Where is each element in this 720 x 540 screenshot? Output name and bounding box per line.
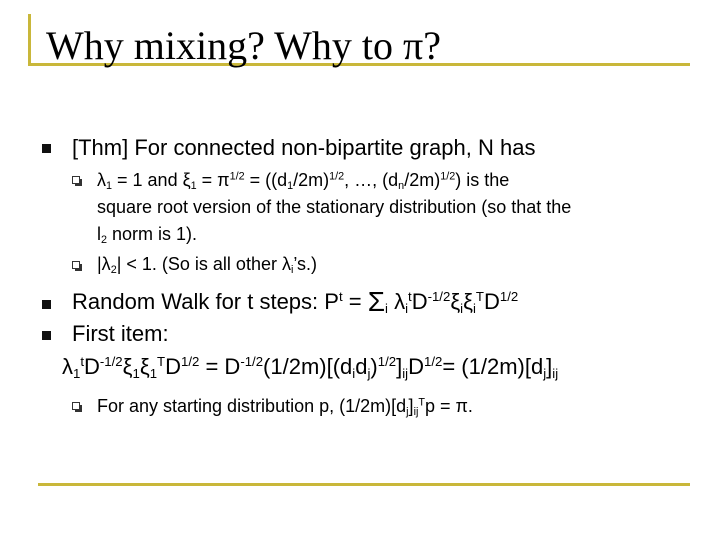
accent-bottom-line xyxy=(38,483,690,486)
first-item-label: First item: xyxy=(72,321,169,346)
first-item-formula: $\lambda_1^tD^{-1/2}\xi_1\xi_1^TD^{1/2} = D^{-1/2}(1/2m)[(d_id_j)^{1/2}]_{ij}D^{1/2}= (1/2m)[d_j]_{ij}$ xyxy=(62,354,559,381)
sub-bullet-icon xyxy=(72,402,80,410)
sub-bullet-icon xyxy=(72,176,80,184)
theorem-text: [Thm] For connected non-bipartite graph, N has xyxy=(72,135,536,160)
bullet-square-icon xyxy=(42,331,51,340)
random-walk-text: Random Walk for t steps: $P^t = \Sigma_i$ $\lambda_i^tD^{-1/2}\xi_i\xi_i^TD^{1/2}$ xyxy=(72,286,519,317)
slide-title: Why mixing? Why to π? xyxy=(46,23,441,68)
bullet-square-icon xyxy=(42,144,51,153)
sub-bullet-icon xyxy=(72,261,80,269)
lambda2-text: $|\lambda_2| < 1$. (So is all other $\lambda_i’s$.) xyxy=(97,254,318,277)
accent-vertical-bar xyxy=(28,14,31,66)
starting-distribution-text: For any starting distribution p, $(1/2m)[d_j]_{ij}^Tp = \pi$. xyxy=(97,396,473,419)
lambda1-line-3: $l_2$ norm is 1). xyxy=(97,224,198,247)
lambda1-line-1: $\lambda_1 = 1$ and $\xi_1 = \pi^{1/2} = ((d_1/2m)^{1/2}$, …, $(d_n/2m)^{1/2}$) is the xyxy=(97,170,510,193)
bullet-square-icon xyxy=(42,300,51,309)
lambda1-line-2: square root version of the stationary distribution (so that the xyxy=(97,197,572,217)
